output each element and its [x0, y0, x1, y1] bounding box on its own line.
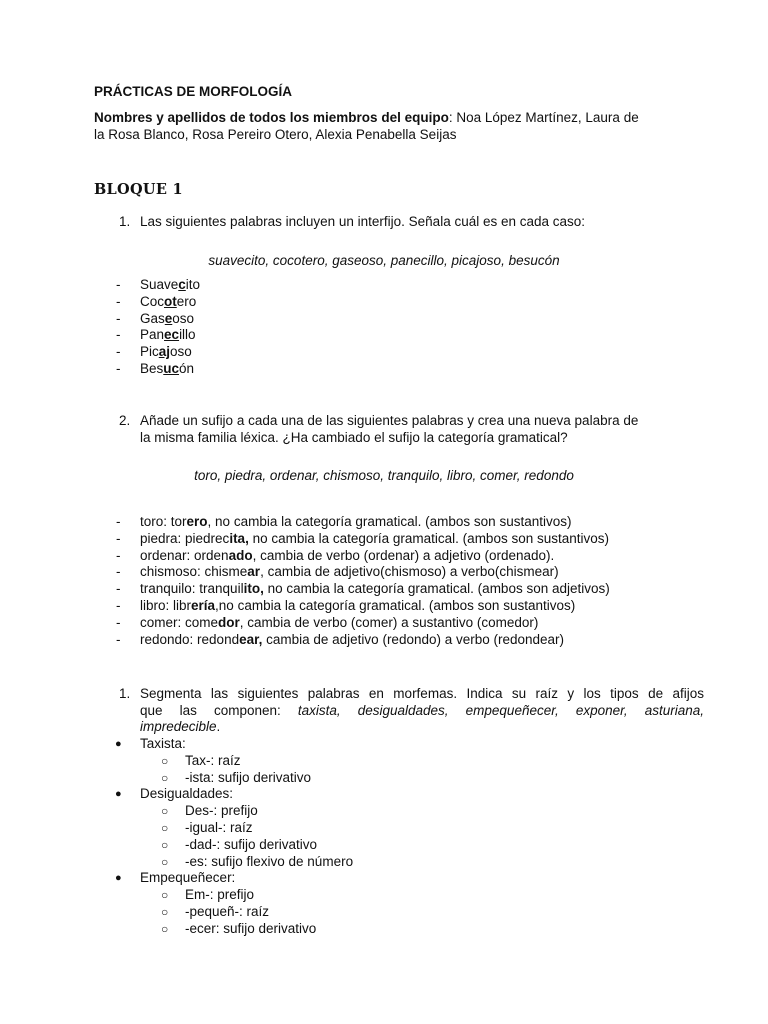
circle-bullet-icon: ○ — [161, 804, 169, 819]
answer-end: ,no cambia la categoría gramatical. (ambos son sustantivos) — [215, 598, 576, 613]
suffix-answer — [140, 514, 571, 529]
bullet-icon: ● — [115, 788, 122, 801]
suffix-highlight: ita, — [229, 530, 249, 546]
answer-start: chismoso: chisme — [140, 564, 248, 580]
bullet-icon: ● — [115, 738, 122, 750]
answer-start: piedra: piedrec — [140, 530, 230, 546]
list-dash: - — [116, 631, 121, 647]
suffix-highlight: ero — [186, 514, 208, 529]
exercise-2-question-line-1: Añade un sufijo a cada una de las siguientes palabras y crea una nueva palabra de — [140, 413, 639, 428]
segmented-word: Desigualdades: — [140, 786, 234, 802]
interfix-highlight: e — [164, 310, 173, 326]
suffix-highlight: ería — [191, 598, 216, 613]
interfix-answer — [140, 327, 196, 342]
suffix-answer — [140, 598, 575, 613]
exercise-2-question-line-2: la misma familia léxica. ¿Ha cambiado el sufijo la categoría gramatical? — [140, 430, 568, 445]
answer-start: comer: come — [140, 614, 219, 630]
list-dash: - — [116, 547, 121, 563]
answer-end: , cambia de verbo (comer) a sustantivo (comedor) — [239, 614, 539, 630]
exercise-3-words-2: impredecible — [140, 719, 217, 734]
morpheme-item: -ista: sufijo derivativo — [185, 769, 312, 785]
exercise-3-question-line-1: Segmenta las siguientes palabras en morfemas. Indica su raíz y los tipos de afijos — [140, 686, 704, 701]
interfix-answer — [140, 311, 194, 326]
circle-bullet-icon: ○ — [161, 854, 169, 869]
team-members-line-1 — [94, 110, 639, 125]
list-dash: - — [116, 310, 121, 326]
exercise-1-number: 1. — [119, 214, 131, 229]
word-start: Suave — [140, 277, 179, 292]
team-members-names-1: Noa López Martínez, Laura de — [452, 110, 639, 125]
exercise-3-question-line-2 — [140, 703, 704, 718]
answer-end: , cambia de verbo (ordenar) a adjetivo (ordenado). — [252, 547, 555, 563]
exercise-1-word-list: suavecito, cocotero, gaseoso, panecillo, picajoso, besucón — [208, 253, 560, 268]
list-dash: - — [116, 361, 121, 376]
answer-start: tranquilo: tranquil — [140, 581, 244, 597]
list-dash: - — [116, 564, 121, 580]
morpheme-item: -dad-: sufijo derivativo — [185, 836, 318, 852]
answer-start: redondo: redond — [140, 631, 240, 647]
interfix-highlight: uc — [163, 361, 180, 376]
team-members-line-2: la Rosa Blanco, Rosa Pereiro Otero, Alexia Penabella Seijas — [94, 127, 457, 142]
list-dash: - — [116, 327, 121, 343]
interfix-highlight: aj — [158, 344, 171, 360]
interfix-answer — [140, 361, 194, 376]
exercise-2-word-list: toro, piedra, ordenar, chismoso, tranquilo, libro, comer, redondo — [194, 468, 574, 483]
list-dash: - — [116, 277, 121, 292]
interfix-highlight: ec — [164, 327, 180, 343]
circle-bullet-icon: ○ — [161, 753, 169, 768]
interfix-answer — [140, 277, 200, 292]
answer-end: , cambia de adjetivo(chismoso) a verbo(chismear) — [260, 564, 559, 580]
exercise-3-words-1: taxista, desigualdades, empequeñecer, exponer, asturiana, — [297, 703, 704, 718]
team-members-label: Nombres y apellidos de todos los miembros del equipo — [94, 110, 449, 125]
answer-end: cambia de adjetivo (redondo) a verbo (redondear) — [262, 631, 565, 647]
list-dash: - — [116, 344, 121, 360]
circle-bullet-icon: ○ — [161, 921, 169, 936]
suffix-answer — [140, 531, 609, 546]
team-members-colon: : — [448, 110, 453, 125]
answer-end: no cambia la categoría gramatical. (ambos son sustantivos) — [248, 530, 609, 546]
morpheme-item: -igual-: raíz — [185, 820, 253, 835]
circle-bullet-icon: ○ — [161, 821, 169, 835]
morpheme-item: -ecer: sufijo derivativo — [185, 920, 317, 936]
word-start: Bes — [140, 361, 164, 376]
answer-end: , no cambia la categoría gramatical. (ambos son sustantivos) — [207, 514, 572, 529]
exercise-2-number: 2. — [119, 413, 131, 428]
segmented-word: Empequeñecer: — [140, 870, 236, 886]
word-end: oso — [170, 344, 192, 360]
suffix-answer — [140, 548, 554, 563]
exercise-3-number: 1. — [119, 686, 131, 701]
suffix-answer — [140, 615, 538, 630]
list-dash: - — [116, 530, 121, 546]
circle-bullet-icon: ○ — [161, 837, 169, 852]
bullet-icon: ● — [115, 872, 122, 885]
word-start: Pic — [140, 344, 159, 360]
suffix-highlight: ito, — [243, 581, 264, 597]
list-dash: - — [116, 614, 121, 630]
suffix-highlight: dor — [218, 614, 240, 630]
circle-bullet-icon: ○ — [161, 770, 169, 785]
interfix-answer — [140, 294, 196, 309]
answer-start: ordenar: orden — [140, 547, 229, 563]
exercise-3-question-line-3 — [140, 719, 220, 734]
word-start: Gas — [140, 310, 165, 326]
interfix-highlight: c — [178, 277, 186, 292]
morpheme-item: Tax-: raíz — [185, 752, 241, 768]
morpheme-item: -es: sufijo flexivo de número — [185, 853, 354, 869]
suffix-answer — [140, 564, 559, 579]
suffix-answer — [140, 581, 610, 596]
circle-bullet-icon: ○ — [161, 905, 169, 919]
exercise-3-intro: que las componen: — [140, 703, 298, 718]
interfix-answer — [140, 344, 192, 359]
list-dash: - — [116, 598, 121, 613]
suffix-highlight: ar — [247, 564, 261, 580]
suffix-highlight: ado — [228, 547, 253, 563]
suffix-highlight: ear, — [239, 631, 263, 647]
interfix-highlight: ot — [164, 293, 177, 309]
word-end: ón — [179, 361, 195, 376]
word-start: Pan — [140, 327, 165, 343]
list-dash: - — [116, 514, 121, 529]
word-end: illo — [179, 327, 196, 343]
list-dash: - — [116, 293, 121, 309]
word-end: oso — [172, 310, 195, 326]
section-heading-bloque-1: BLOQUE 1 — [94, 181, 183, 198]
list-dash: - — [116, 581, 121, 597]
word-end: ito — [185, 277, 201, 292]
answer-end: no cambia la categoría gramatical. (ambos son adjetivos) — [263, 581, 610, 597]
morpheme-item: Des-: prefijo — [185, 803, 258, 819]
word-start: Coc — [140, 293, 165, 309]
answer-start: toro: tor — [140, 514, 187, 529]
exercise-3-period: . — [216, 719, 221, 734]
word-end: ero — [176, 293, 197, 309]
circle-bullet-icon: ○ — [161, 888, 169, 903]
morpheme-item: Em-: prefijo — [185, 887, 255, 903]
segmented-word: Taxista: — [140, 736, 186, 751]
exercise-1-question: Las siguientes palabras incluyen un interfijo. Señala cuál es en cada caso: — [140, 214, 586, 229]
suffix-answer — [140, 632, 564, 647]
morpheme-item: -pequeñ-: raíz — [185, 904, 270, 919]
answer-start: libro: libr — [140, 598, 192, 613]
document-title: PRÁCTICAS DE MORFOLOGÍA — [94, 84, 292, 99]
